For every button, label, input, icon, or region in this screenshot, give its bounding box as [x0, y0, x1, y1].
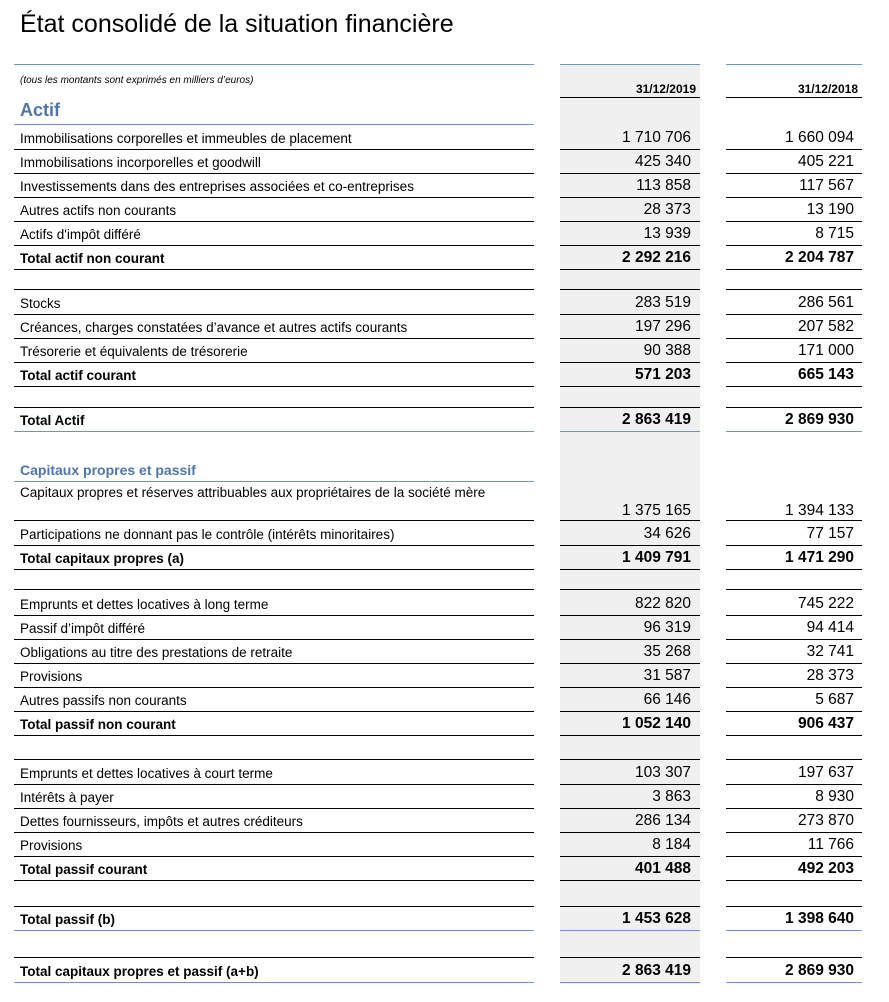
group-top-rule — [726, 957, 862, 958]
group-top-rule — [726, 589, 862, 590]
row-label: Total passif courant — [20, 862, 148, 877]
row-divider — [560, 245, 700, 246]
row-divider — [14, 545, 534, 546]
group-top-rule — [726, 289, 862, 290]
row-label: Passif d’impôt différé — [20, 621, 146, 636]
row-label: Total actif non courant — [20, 251, 165, 266]
column-2018-top-rule — [726, 64, 862, 65]
row-value-2018: 207 582 — [797, 318, 854, 335]
row-divider — [726, 639, 862, 640]
row-label: Participations ne donnant pas le contrôle (intérêts minoritaires) — [20, 527, 395, 542]
row-label: Capitaux propres et réserves attribuables aux propriétaires de la société mère — [20, 485, 486, 500]
row-divider — [726, 362, 862, 363]
row-divider — [560, 520, 700, 521]
row-value-2019: 103 307 — [634, 764, 691, 781]
row-value-2019: 822 820 — [634, 595, 691, 612]
row-value-2019: 8 184 — [652, 836, 691, 853]
row-divider — [560, 639, 700, 640]
row-value-2018: 273 870 — [797, 812, 854, 829]
row-value-2019: 1 052 140 — [622, 715, 691, 732]
row-divider — [560, 269, 700, 270]
row-value-2019: 571 203 — [634, 366, 691, 383]
header-rule — [14, 64, 534, 65]
row-divider — [726, 173, 862, 174]
row-divider — [726, 431, 862, 432]
row-value-2018: 8 930 — [815, 788, 854, 805]
row-value-2019: 197 296 — [634, 318, 691, 335]
row-value-2019: 2 292 216 — [622, 249, 691, 266]
row-value-2019: 425 340 — [634, 153, 691, 170]
row-divider — [560, 149, 700, 150]
row-value-2018: 171 000 — [797, 342, 854, 359]
row-divider — [560, 711, 700, 712]
row-divider — [14, 663, 534, 664]
row-divider — [560, 569, 700, 570]
row-divider — [14, 245, 534, 246]
row-divider — [14, 569, 534, 570]
row-value-2019: 35 268 — [643, 643, 691, 660]
row-divider — [726, 569, 862, 570]
row-label: Trésorerie et équivalents de trésorerie — [20, 344, 248, 359]
row-divider — [560, 615, 700, 616]
group-top-rule — [14, 589, 534, 590]
row-value-2018: 8 715 — [815, 225, 854, 242]
row-divider — [14, 338, 534, 339]
row-divider — [726, 386, 862, 387]
row-value-2019: 2 863 419 — [622, 411, 691, 428]
row-divider — [14, 173, 534, 174]
row-divider — [726, 269, 862, 270]
row-divider — [14, 784, 534, 785]
row-value-2019: 31 587 — [643, 667, 691, 684]
row-label: Total passif (b) — [20, 912, 116, 927]
group-top-rule — [14, 407, 534, 408]
row-divider — [14, 856, 534, 857]
row-value-2018: 2 204 787 — [785, 249, 854, 266]
row-label: Total passif non courant — [20, 717, 176, 732]
row-value-2018: 745 222 — [797, 595, 854, 612]
row-value-2018: 2 869 930 — [785, 962, 854, 979]
row-value-2018: 405 221 — [797, 153, 854, 170]
row-divider — [14, 197, 534, 198]
row-divider — [726, 615, 862, 616]
row-value-2018: 77 157 — [806, 525, 854, 542]
row-divider — [14, 520, 534, 521]
row-divider — [560, 856, 700, 857]
row-value-2019: 1 375 165 — [622, 502, 691, 519]
group-top-rule — [560, 407, 700, 408]
row-divider — [14, 314, 534, 315]
row-divider — [726, 338, 862, 339]
section-passif-rule — [14, 481, 534, 482]
group-top-rule — [560, 589, 700, 590]
row-divider — [726, 982, 862, 983]
section-actif: Actif — [20, 100, 60, 120]
row-value-2019: 1 409 791 — [622, 549, 691, 566]
row-value-2019: 3 863 — [652, 788, 691, 805]
row-label: Actifs d'impôt différé — [20, 227, 141, 242]
row-value-2019: 34 626 — [643, 525, 691, 542]
row-divider — [14, 982, 534, 983]
row-divider — [14, 149, 534, 150]
row-label: Total capitaux propres et passif (a+b) — [20, 964, 259, 979]
row-divider — [726, 149, 862, 150]
row-divider — [726, 880, 862, 881]
row-value-2019: 90 388 — [643, 342, 691, 359]
row-value-2018: 117 567 — [799, 177, 854, 194]
row-label: Immobilisations corporelles et immeubles de placement — [20, 131, 352, 146]
group-top-rule — [14, 906, 534, 907]
group-top-rule — [726, 407, 862, 408]
row-value-2019: 28 373 — [643, 201, 691, 218]
row-value-2018: 1 398 640 — [785, 910, 854, 927]
row-value-2018: 492 203 — [797, 860, 854, 877]
row-value-2018: 2 869 930 — [785, 411, 854, 428]
row-divider — [14, 687, 534, 688]
row-divider — [14, 362, 534, 363]
group-top-rule — [14, 759, 534, 760]
row-label: Emprunts et dettes locatives à long terme — [20, 597, 269, 612]
row-value-2019: 113 858 — [636, 177, 691, 194]
row-divider — [14, 808, 534, 809]
group-top-rule — [726, 759, 862, 760]
row-value-2019: 13 939 — [643, 225, 691, 242]
row-value-2019: 1 710 706 — [622, 129, 691, 146]
row-value-2018: 94 414 — [806, 619, 854, 636]
row-divider — [726, 856, 862, 857]
row-label: Autres passifs non courants — [20, 693, 187, 708]
row-divider — [560, 545, 700, 546]
row-divider — [726, 663, 862, 664]
row-divider — [560, 173, 700, 174]
row-divider — [560, 221, 700, 222]
row-label: Créances, charges constatées d’avance et autres actifs courants — [20, 320, 408, 335]
row-divider — [560, 197, 700, 198]
row-value-2019: 401 488 — [634, 860, 691, 877]
row-divider — [14, 269, 534, 270]
row-label: Stocks — [20, 296, 61, 311]
row-value-2018: 5 687 — [815, 691, 854, 708]
row-divider — [726, 735, 862, 736]
row-value-2019: 96 319 — [643, 619, 691, 636]
row-divider — [726, 687, 862, 688]
page-title: État consolidé de la situation financière — [20, 10, 454, 38]
row-divider — [560, 832, 700, 833]
row-label: Total capitaux propres (a) — [20, 551, 185, 566]
row-divider — [14, 880, 534, 881]
row-value-2019: 286 134 — [634, 812, 691, 829]
group-top-rule — [14, 289, 534, 290]
row-label: Total Actif — [20, 413, 85, 428]
row-divider — [560, 880, 700, 881]
row-divider — [726, 520, 862, 521]
group-top-rule — [560, 289, 700, 290]
row-divider — [560, 784, 700, 785]
row-value-2019: 2 863 419 — [622, 962, 691, 979]
row-value-2019: 1 453 628 — [622, 910, 691, 927]
section-actif-rule — [14, 124, 534, 125]
row-divider — [14, 615, 534, 616]
row-label: Obligations au titre des prestations de retraite — [20, 645, 293, 660]
group-top-rule — [14, 957, 534, 958]
row-divider — [726, 784, 862, 785]
row-divider — [560, 735, 700, 736]
column-header-2018: 31/12/2018 — [726, 82, 862, 98]
group-top-rule — [560, 759, 700, 760]
section-capitaux-propres-et-passif: Capitaux propres et passif — [20, 462, 196, 478]
row-divider — [14, 832, 534, 833]
row-divider — [726, 314, 862, 315]
row-divider — [14, 930, 534, 931]
row-value-2018: 1 471 290 — [785, 549, 854, 566]
row-divider — [726, 197, 862, 198]
row-label: Dettes fournisseurs, impôts et autres créditeurs — [20, 814, 303, 829]
row-divider — [560, 386, 700, 387]
row-value-2018: 286 561 — [797, 294, 854, 311]
row-divider — [726, 832, 862, 833]
row-divider — [726, 808, 862, 809]
row-divider — [560, 663, 700, 664]
row-label: Immobilisations incorporelles et goodwill — [20, 155, 261, 170]
row-value-2018: 906 437 — [797, 715, 854, 732]
row-divider — [560, 930, 700, 931]
row-value-2018: 665 143 — [797, 366, 854, 383]
row-divider — [726, 245, 862, 246]
row-divider — [14, 711, 534, 712]
row-divider — [560, 687, 700, 688]
row-label: Investissements dans des entreprises associées et co-entreprises — [20, 179, 414, 194]
row-divider — [560, 808, 700, 809]
row-value-2019: 66 146 — [643, 691, 691, 708]
row-label: Provisions — [20, 838, 83, 853]
row-label: Provisions — [20, 669, 83, 684]
row-divider — [560, 338, 700, 339]
group-top-rule — [560, 957, 700, 958]
row-divider — [14, 386, 534, 387]
row-value-2018: 32 741 — [806, 643, 854, 660]
column-2019-top-rule — [560, 64, 700, 65]
row-divider — [726, 711, 862, 712]
amounts-note: (tous les montants sont exprimés en milliers d’euros) — [20, 75, 254, 86]
row-divider — [560, 362, 700, 363]
row-value-2019: 283 519 — [634, 294, 691, 311]
row-divider — [726, 930, 862, 931]
row-divider — [560, 431, 700, 432]
row-divider — [560, 982, 700, 983]
row-label: Autres actifs non courants — [20, 203, 177, 218]
row-value-2018: 13 190 — [806, 201, 854, 218]
column-header-2019: 31/12/2019 — [560, 82, 700, 98]
row-value-2018: 28 373 — [806, 667, 854, 684]
row-value-2018: 1 394 133 — [785, 502, 854, 519]
row-value-2018: 1 660 094 — [785, 129, 854, 146]
row-value-2018: 11 766 — [807, 836, 854, 853]
row-divider — [726, 545, 862, 546]
group-top-rule — [560, 906, 700, 907]
row-value-2018: 197 637 — [797, 764, 854, 781]
row-divider — [726, 221, 862, 222]
row-divider — [14, 221, 534, 222]
row-divider — [14, 735, 534, 736]
row-divider — [560, 314, 700, 315]
row-label: Emprunts et dettes locatives à court terme — [20, 766, 273, 781]
row-divider — [14, 639, 534, 640]
group-top-rule — [726, 906, 862, 907]
row-label: Intérêts à payer — [20, 790, 114, 805]
row-divider — [14, 431, 534, 432]
row-label: Total actif courant — [20, 368, 137, 383]
